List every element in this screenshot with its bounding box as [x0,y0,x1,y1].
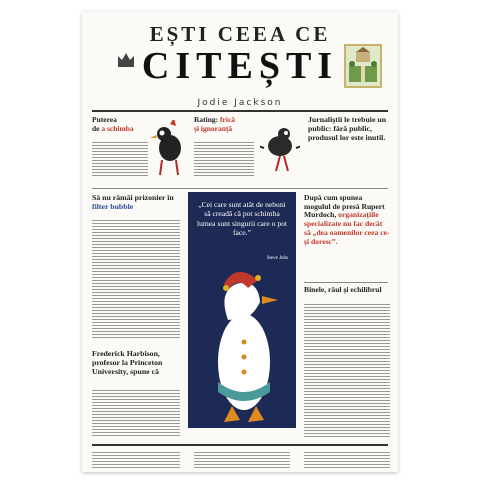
footer-text [194,450,290,468]
headline-harbison: Frederick Harbison, profesor la Princeton University, spune că [92,349,163,376]
book-title-line1: EȘTI CEEA CE [149,22,331,46]
footer-text [304,450,390,468]
divider [304,282,388,283]
article-text [92,218,180,338]
headline-journalists: Jurnaliștii le trebuie un public: fără public, produsul lor este inutil. [308,115,387,142]
article-text [92,388,180,438]
divider [92,444,388,446]
headline-murdoch: După cum spunea mogulul de presă Rupert Murdoch, organizațiile specializate nu fac decât să „dea oamenilor ceea ce-și doresc”. [304,193,390,246]
headline-rating: Rating: frică și ignoranță [194,115,236,133]
quote-text: „Cei care sunt atât de nebuni să creadă că pot schimba lumea sunt singurii care o pot face.” [196,200,288,238]
article-text [194,140,254,176]
jester-goose-illustration [188,192,296,428]
article-text [304,302,390,438]
book-author: Jodie Jackson [197,98,283,108]
headline-power-to-change: Puterea de a schimba [92,115,134,133]
divider [92,188,388,189]
divider [92,110,388,112]
book-cover [82,12,398,472]
bird-illustration-right [260,116,300,180]
quote-author: Steve Jobs [266,256,288,261]
article-text [92,140,148,176]
quote-panel [188,192,296,428]
bird-illustration-left [150,120,190,184]
headline-good-bad-balance: Binele, răul și echilibrul [304,285,382,294]
book-title-line2: CITEȘTI [141,45,339,87]
footer-text [92,450,180,468]
headline-filter-bubble: Să nu rămâi prizonier în filter bubble [92,193,174,211]
